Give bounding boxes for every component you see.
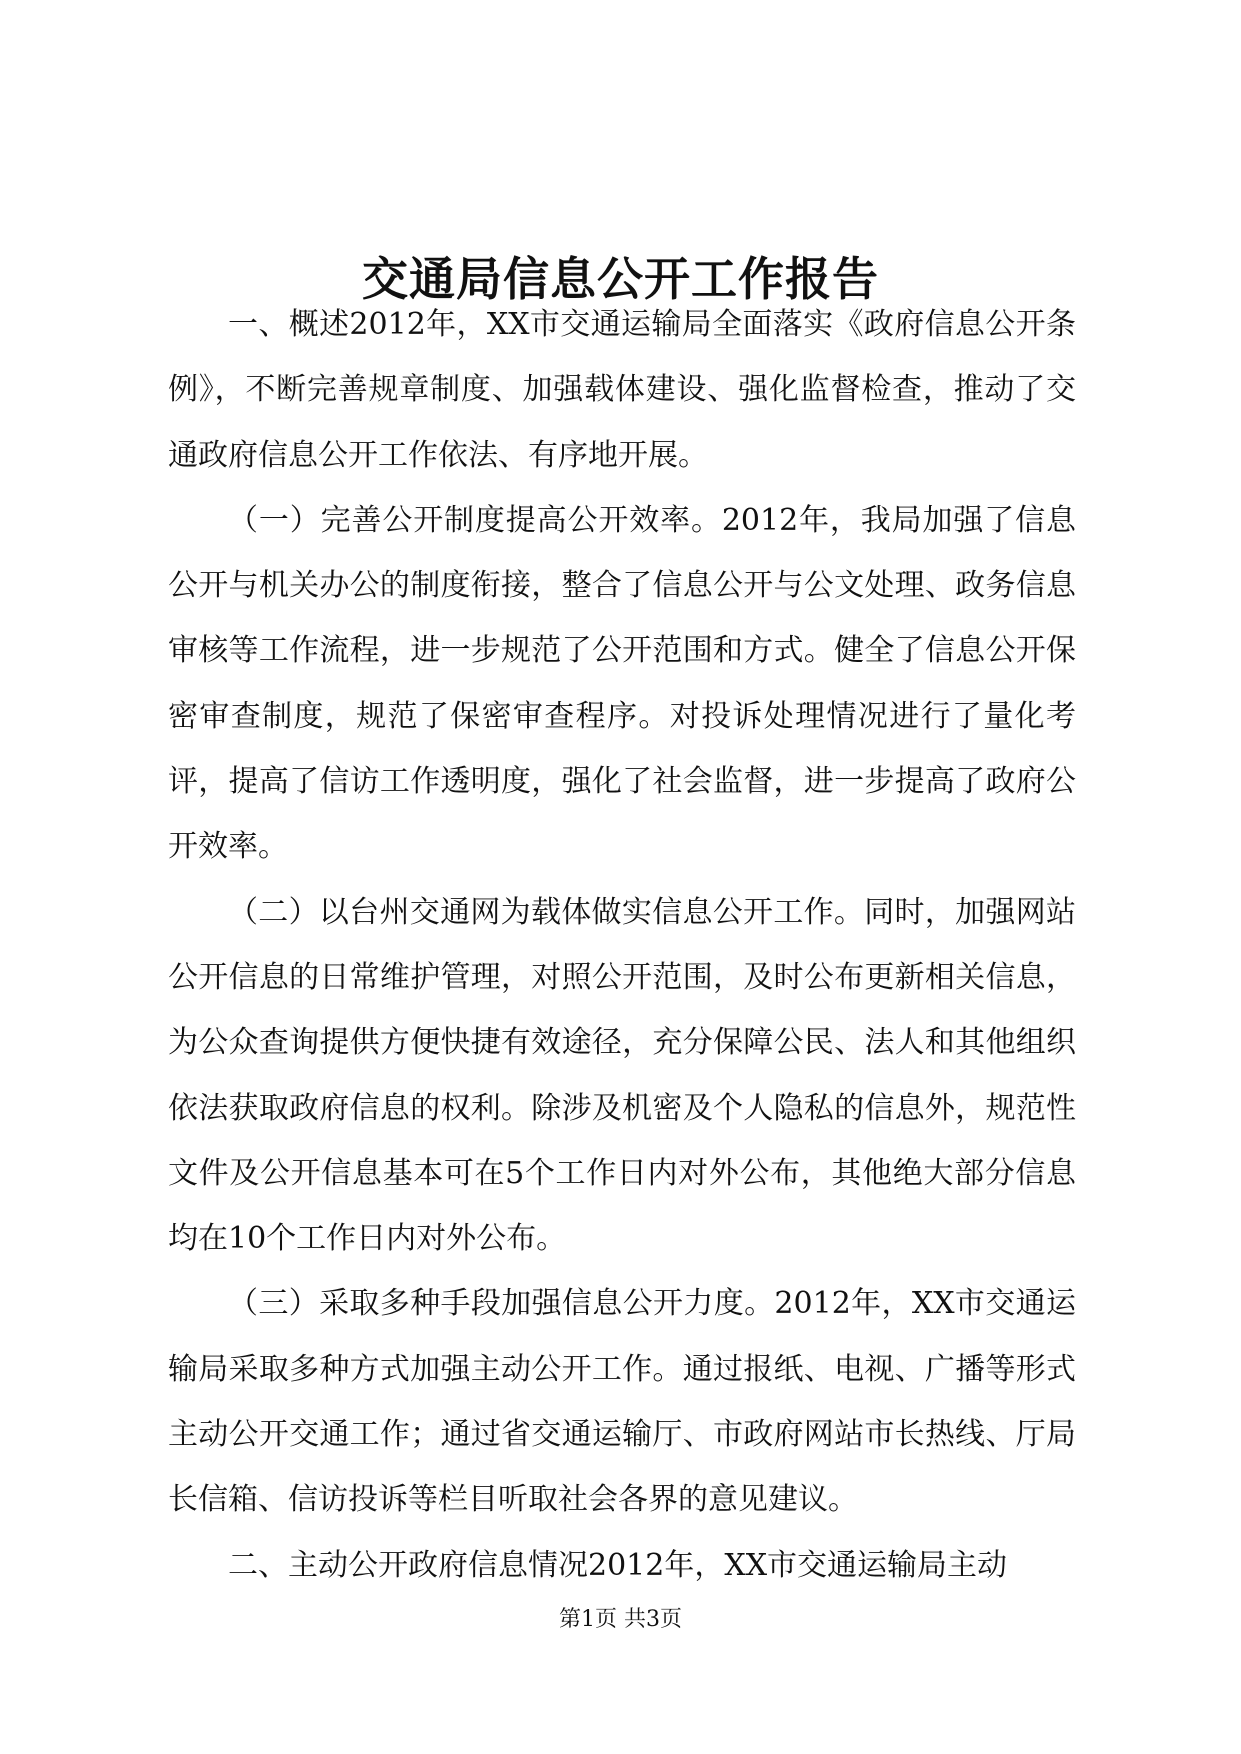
document-body: [168, 292, 1076, 1598]
document-title: 交通局信息公开工作报告: [362, 251, 879, 306]
paragraph-section-1: （一）完善公开制度提高公开效率。2012年，我局加强了信息公开与机关办公的制度衔接，整合了信息公开与公文处理、政务信息审核等工作流程，进一步规范了公开范围和方式。健全了信息公开保密审查制度，规范了保密审查程序。对投诉处理情况进行了量化考评，提高了信访工作透明度，强化了社会监督，进一步提高了政府公开效率。: [168, 502, 1076, 865]
page-number-footer: 第1页 共3页: [559, 1607, 682, 1632]
paragraph-section-2: （二）以台州交通网为载体做实信息公开工作。同时，加强网站公开信息的日常维护管理，对照公开范围，及时公布更新相关信息，为公众查询提供方便快捷有效途径，充分保障公民、法人和其他组织依法获取政府信息的权利。除涉及机密及个人隐私的信息外，规范性文件及公开信息基本可在5个工作日内对外公布，其他绝大部分信息均在10个工作日内对外公布。: [168, 894, 1076, 1257]
paragraph-overview: 一、概述2012年，XX市交通运输局全面落实《政府信息公开条例》，不断完善规章制度、加强载体建设、强化监督检查，推动了交通政府信息公开工作依法、有序地开展。: [168, 307, 1076, 473]
paragraph-section-3: （三）采取多种手段加强信息公开力度。2012年，XX市交通运输局采取多种方式加强主动公开工作。通过报纸、电视、广播等形式主动公开交通工作；通过省交通运输厅、市政府网站市长热线、厅局长信箱、信访投诉等栏目听取社会各界的意见建议。: [168, 1286, 1076, 1518]
paragraph-part-2: 二、主动公开政府信息情况2012年，XX市交通运输局主动: [228, 1547, 1008, 1583]
